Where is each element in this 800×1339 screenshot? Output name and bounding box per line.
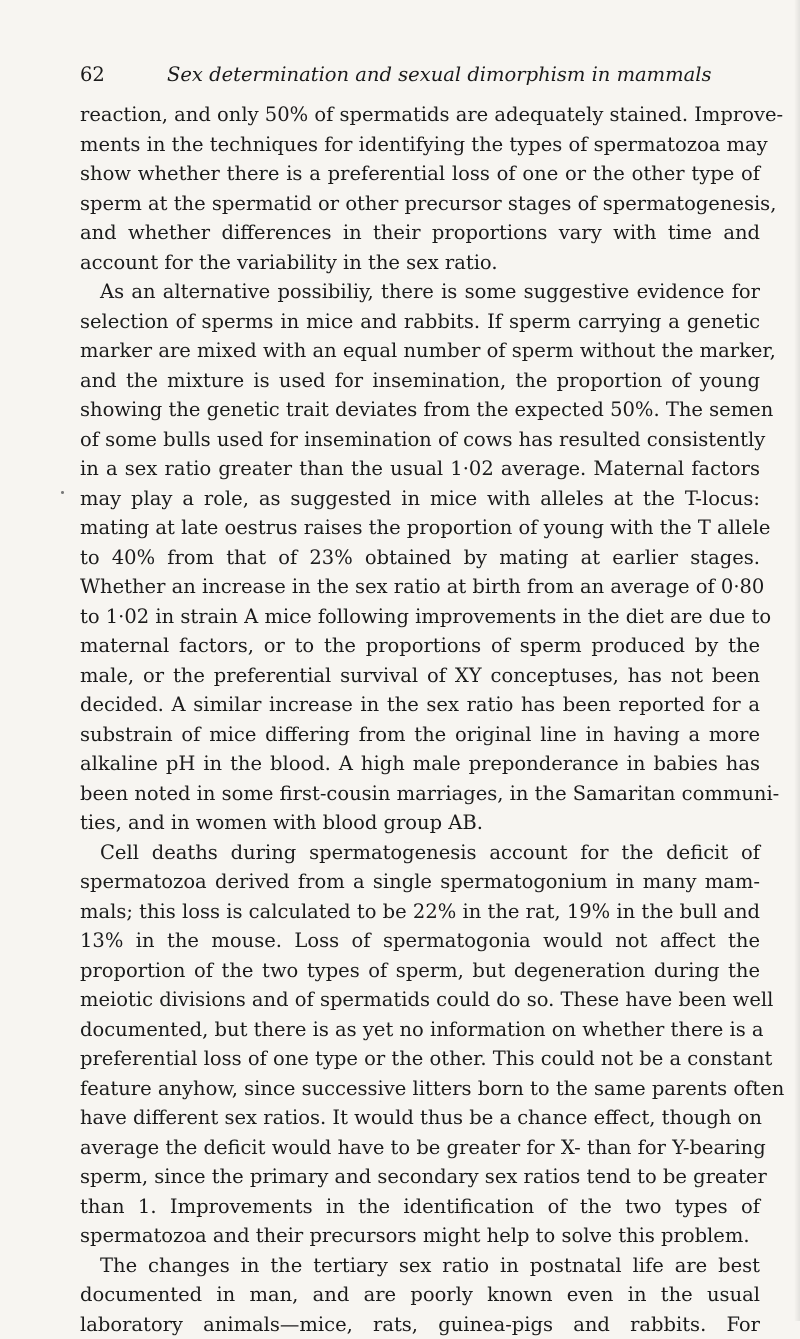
text-line: The changes in the tertiary sex ratio in postnatal life are best (80, 1251, 760, 1281)
text-line: in a sex ratio greater than the usual 1·02 average. Maternal factors (80, 454, 760, 484)
text-line: preferential loss of one type or the other. This could not be a constant (80, 1044, 760, 1074)
text-line: mating at late oestrus raises the proportion of young with the T allele (80, 513, 760, 543)
text-line: mals; this loss is calculated to be 22% in the rat, 19% in the bull and (80, 897, 760, 927)
text-line: been noted in some first-cousin marriages, in the Samaritan communi- (80, 779, 760, 809)
text-line: documented, but there is as yet no information on whether there is a (80, 1015, 760, 1045)
margin-speck (61, 491, 64, 494)
text-line: marker are mixed with an equal number of sperm without the marker, (80, 336, 760, 366)
body-text (80, 100, 760, 1339)
text-line: account for the variability in the sex ratio. (80, 248, 760, 278)
text-line: and the mixture is used for insemination, the proportion of young (80, 366, 760, 396)
text-line: to 1·02 in strain A mice following improvements in the diet are due to (80, 602, 760, 632)
text-line: male, or the preferential survival of XY conceptuses, has not been (80, 661, 760, 691)
running-title: Sex determination and sexual dimorphism in mammals (167, 62, 712, 88)
text-line: documented in man, and are poorly known even in the usual (80, 1280, 760, 1310)
text-line: As an alternative possibiliy, there is some suggestive evidence for (80, 277, 760, 307)
text-line: sperm, since the primary and secondary sex ratios tend to be greater (80, 1162, 760, 1192)
text-line: to 40% from that of 23% obtained by mating at earlier stages. (80, 543, 760, 573)
text-line: ties, and in women with blood group AB. (80, 808, 760, 838)
text-line: spermatozoa derived from a single spermatogonium in many mam- (80, 867, 760, 897)
text-line: Whether an increase in the sex ratio at birth from an average of 0·80 (80, 572, 760, 602)
book-page (80, 0, 760, 1321)
text-line: and whether differences in their proportions vary with time and (80, 218, 760, 248)
text-line: proportion of the two types of sperm, but degeneration during the (80, 956, 760, 986)
text-line: average the deficit would have to be greater for X- than for Y-bearing (80, 1133, 760, 1163)
page-number: 62 (80, 62, 105, 88)
text-line: Cell deaths during spermatogenesis account for the deficit of (80, 838, 760, 868)
text-line: laboratory animals—mice, rats, guinea-pigs and rabbits. For (80, 1310, 760, 1339)
text-line: than 1. Improvements in the identification of the two types of (80, 1192, 760, 1222)
text-line: substrain of mice differing from the original line in having a more (80, 720, 760, 750)
text-line: show whether there is a preferential loss of one or the other type of (80, 159, 760, 189)
text-line: meiotic divisions and of spermatids could do so. These have been well (80, 985, 760, 1015)
page-edge-shadow (794, 0, 800, 1321)
text-line: reaction, and only 50% of spermatids are adequately stained. Improve- (80, 100, 760, 130)
running-header (80, 62, 760, 88)
text-line: showing the genetic trait deviates from the expected 50%. The semen (80, 395, 760, 425)
text-line: may play a role, as suggested in mice with alleles at the T-locus: (80, 484, 760, 514)
text-line: feature anyhow, since successive litters born to the same parents often (80, 1074, 760, 1104)
text-line: of some bulls used for insemination of cows has resulted consistently (80, 425, 760, 455)
text-line: have different sex ratios. It would thus be a chance effect, though on (80, 1103, 760, 1133)
text-line: ments in the techniques for identifying the types of spermatozoa may (80, 130, 760, 160)
text-line: selection of sperms in mice and rabbits. If sperm carrying a genetic (80, 307, 760, 337)
text-line: sperm at the spermatid or other precursor stages of spermatogenesis, (80, 189, 760, 219)
text-line: 13% in the mouse. Loss of spermatogonia would not affect the (80, 926, 760, 956)
text-line: alkaline pH in the blood. A high male preponderance in babies has (80, 749, 760, 779)
text-line: maternal factors, or to the proportions of sperm produced by the (80, 631, 760, 661)
text-line: spermatozoa and their precursors might help to solve this problem. (80, 1221, 760, 1251)
text-line: decided. A similar increase in the sex ratio has been reported for a (80, 690, 760, 720)
